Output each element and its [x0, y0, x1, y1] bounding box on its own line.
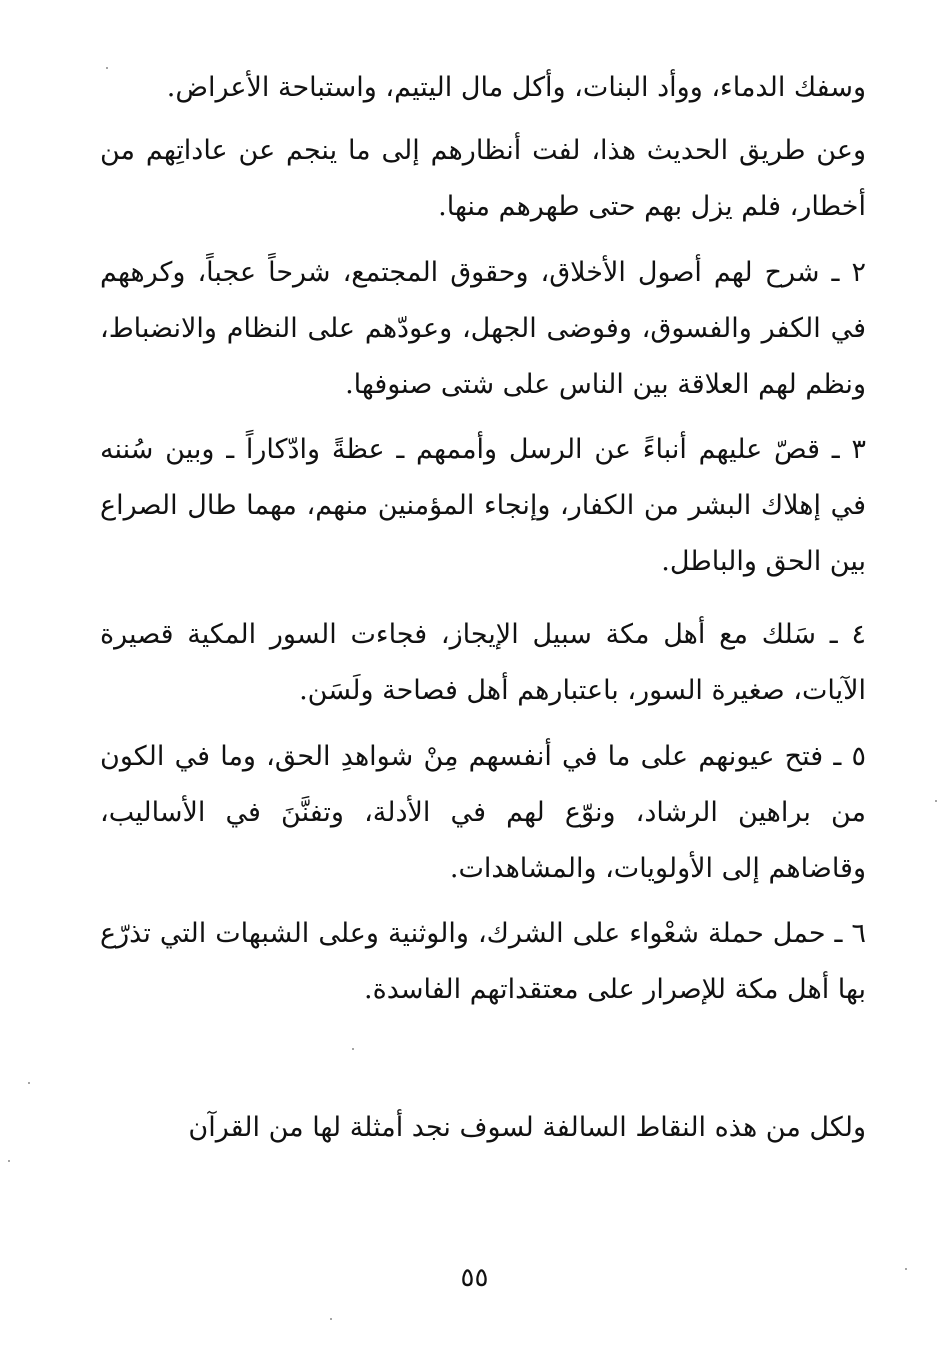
- scan-speck: [352, 1048, 354, 1050]
- scan-speck: [8, 1160, 10, 1162]
- scan-speck: [28, 1082, 30, 1084]
- scan-speck: [330, 1318, 332, 1320]
- scan-speck: [106, 67, 108, 69]
- paragraph-closing: ولكل من هذه النقاط السالفة لسوف نجد أمثلة لها من القرآن: [188, 1112, 866, 1143]
- page-number: ٥٥: [460, 1263, 489, 1293]
- paragraph-point-2: ٢ ـ شرح لهم أصول الأخلاق، وحقوق المجتمع، شرحاً عجباً، وكرههم في الكفر والفسوق، وفوضى الجهل، وعودّهم على النظام والانضباط، ونظم لهم العلاقة بين الناس على شتى صنوفها.: [100, 257, 866, 400]
- paragraph-point-5: ٥ ـ فتح عيونهم على ما في أنفسهم مِنْ شواهدِ الحق، وما في الكون من براهين الرشاد، ونوّع لهم في الأدلة، وتفنَّنَ في الأساليب، وقاضاهم إلى الأولويات، والمشاهدات.: [100, 741, 866, 884]
- paragraph-point-4: ٤ ـ سَلك مع أهل مكة سبيل الإيجاز، فجاءت السور المكية قصيرة الآيات، صغيرة السور، باعتبارهم أهل فصاحة ولَسَن.: [100, 619, 866, 706]
- paragraph-point-6: ٦ ـ حمل حملة شعْواء على الشرك، والوثنية وعلى الشبهات التي تذرّع بها أهل مكة للإصرار على معتقداتهم الفاسدة.: [100, 918, 866, 1005]
- scan-speck: [905, 1268, 907, 1270]
- paragraph-intro-continuation: وسفك الدماء، ووأد البنات، وأكل مال اليتيم، واستباحة الأعراض.: [166, 72, 866, 103]
- paragraph-point-3: ٣ ـ قصّ عليهم أنباءً عن الرسل وأممهم ـ عظةً وادّكاراً ـ وبين سُننه في إهلاك البشر من الكفار، وإنجاء المؤمنين منهم، مهما طال الصراع بين الحق والباطل.: [100, 434, 866, 577]
- scan-speck: [935, 800, 937, 802]
- paragraph-hadith-path: وعن طريق الحديث هذا، لفت أنظارهم إلى ما ينجم عن عاداتِهم من أخطار، فلم يزل بهم حتى طهرهم منها.: [100, 135, 866, 222]
